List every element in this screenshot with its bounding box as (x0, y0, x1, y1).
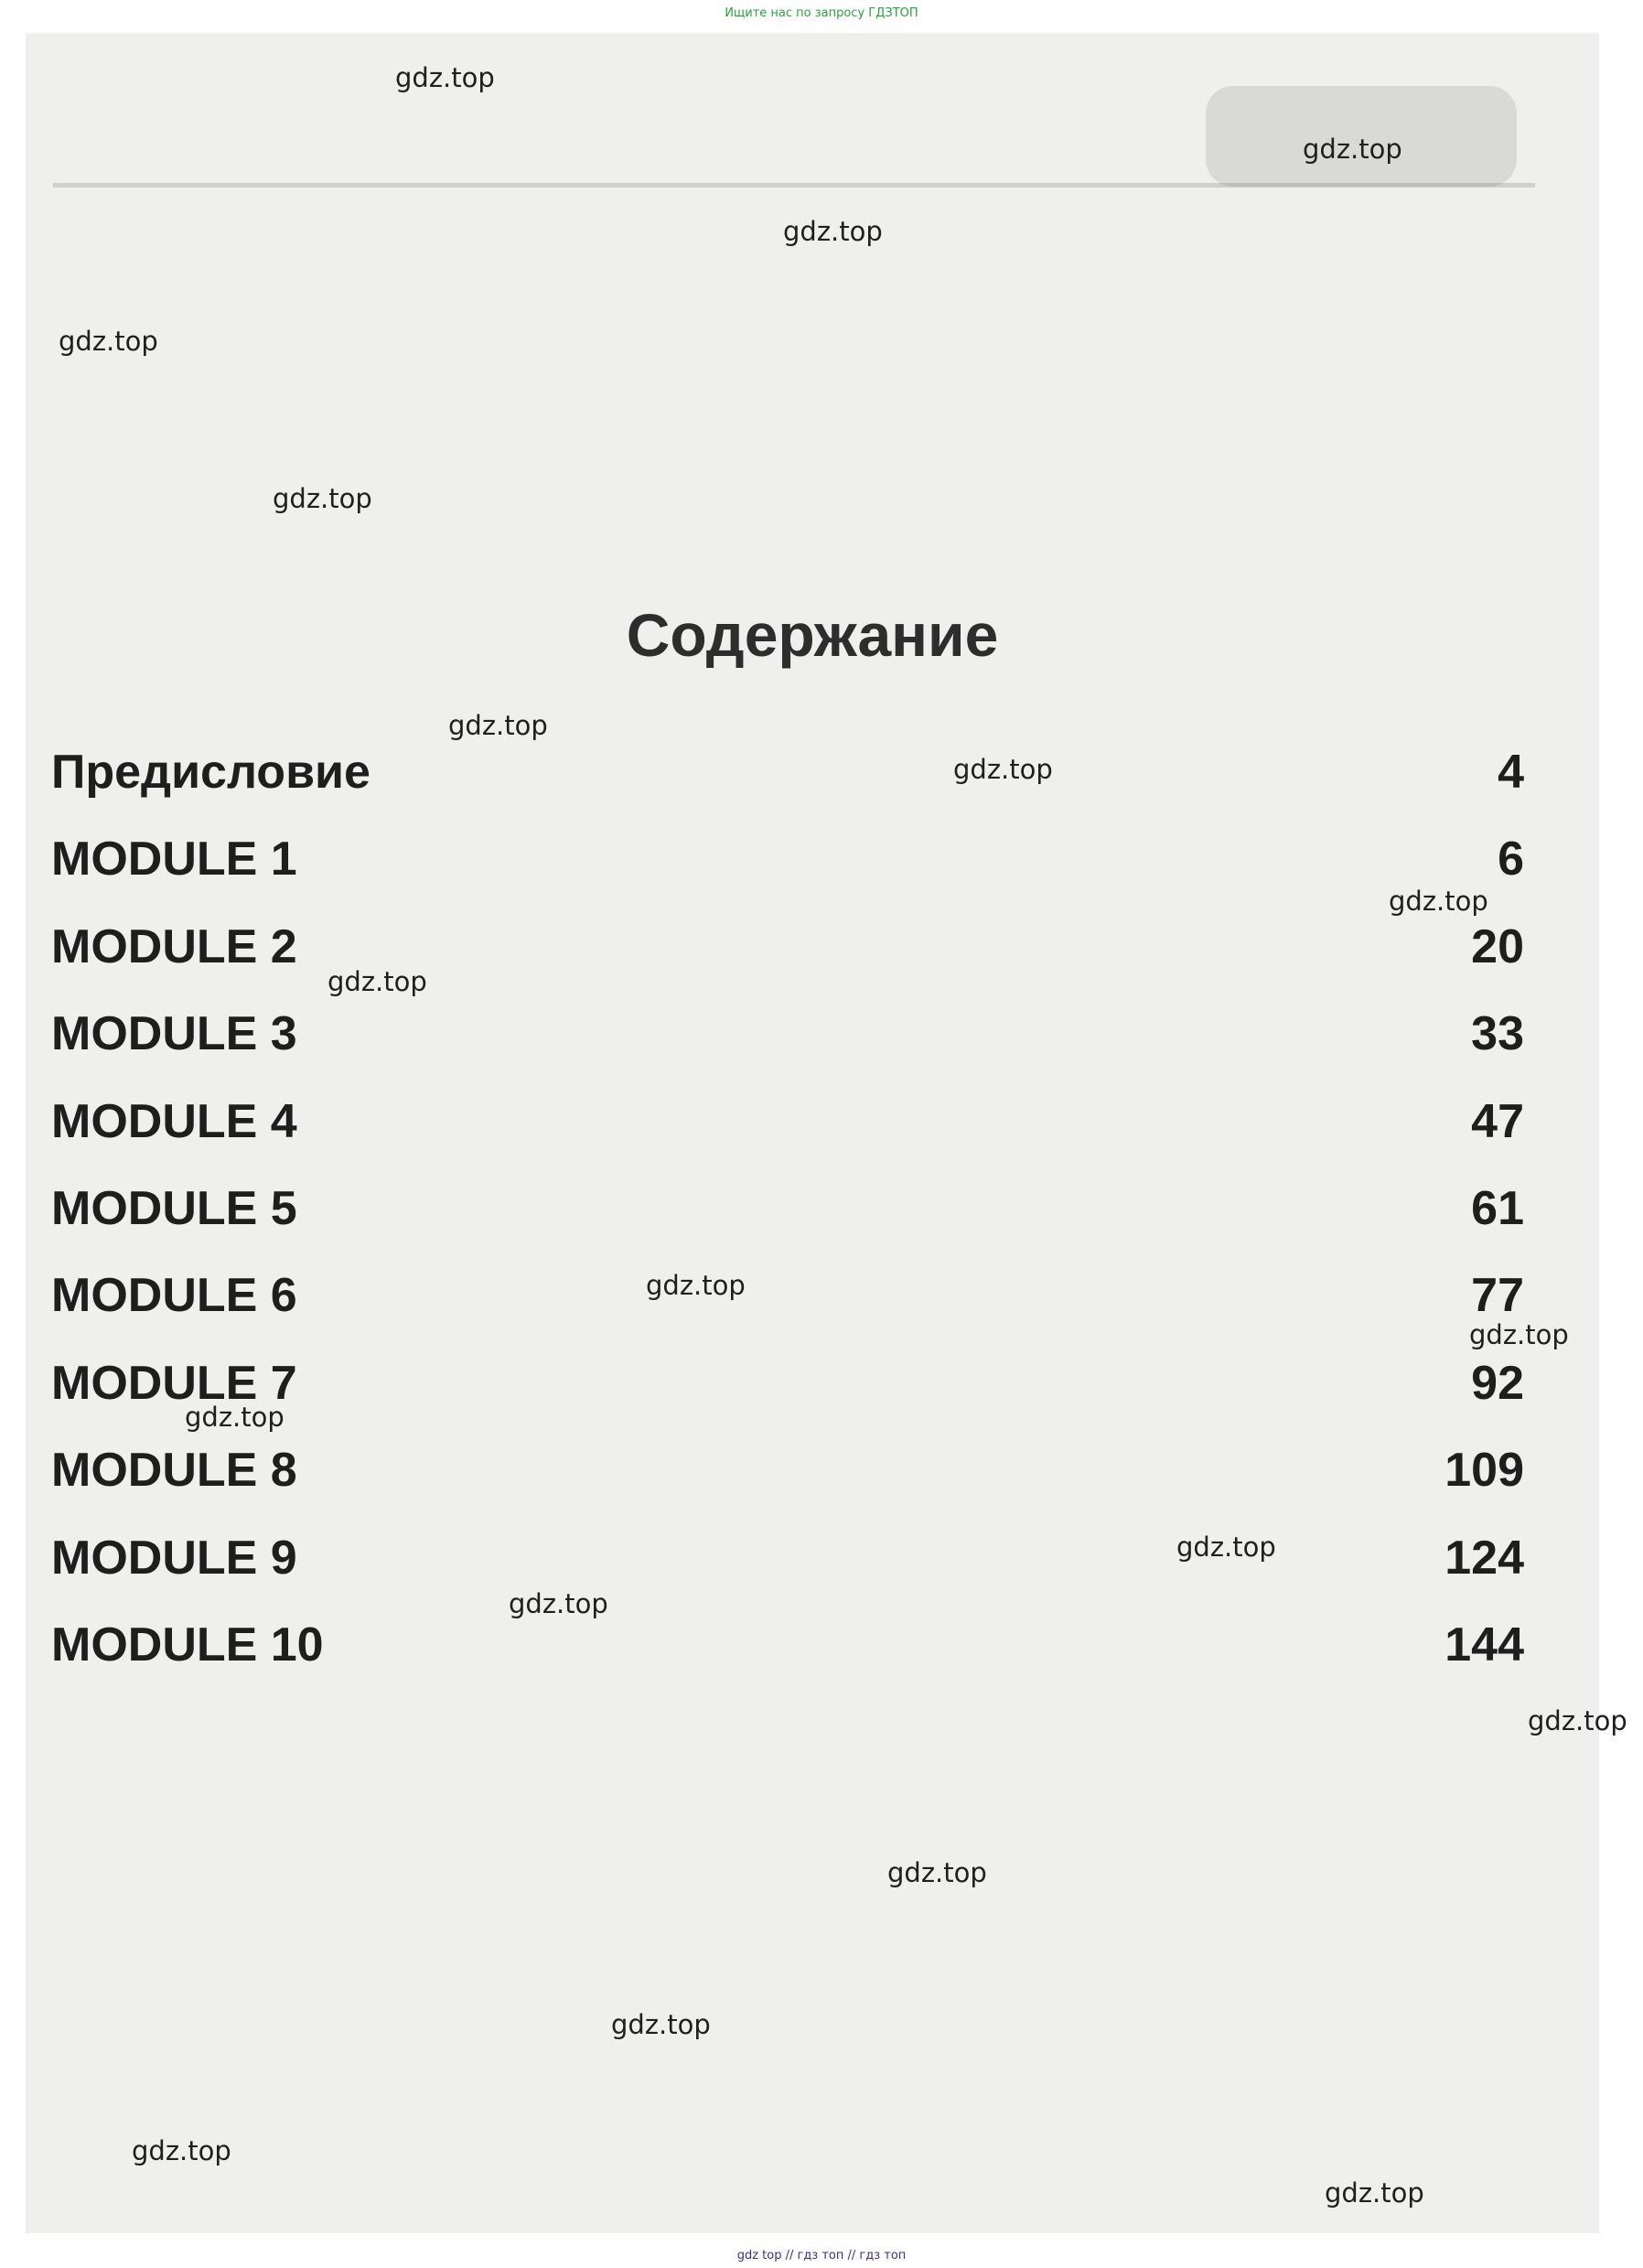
watermark: gdz.top (646, 1270, 746, 1301)
watermark: gdz.top (1469, 1319, 1569, 1350)
toc-label: MODULE 7 (51, 1357, 297, 1410)
footer-links[interactable]: gdz top // гдз топ // гдз топ (736, 2249, 907, 2263)
toc-row-preface[interactable] (51, 745, 1524, 818)
toc-label: MODULE 2 (51, 920, 297, 973)
toc-row-module-6[interactable] (51, 1268, 1524, 1341)
watermark: gdz.top (395, 62, 495, 93)
toc-page-number: 33 (1471, 1007, 1524, 1060)
toc-row-module-3[interactable] (51, 1006, 1524, 1080)
toc-page-number: 47 (1471, 1095, 1524, 1148)
toc-label: MODULE 1 (51, 833, 297, 886)
watermark: gdz.top (59, 326, 158, 357)
toc-row-module-1[interactable] (51, 832, 1524, 905)
watermark: gdz.top (1303, 134, 1402, 165)
watermark: gdz.top (783, 216, 883, 247)
watermark: gdz.top (448, 710, 548, 741)
watermark: gdz.top (1176, 1532, 1276, 1563)
toc-page-number: 4 (1498, 746, 1524, 799)
book-page (26, 33, 1599, 2233)
toc-row-module-9[interactable] (51, 1531, 1524, 1604)
toc-title: Содержание (626, 601, 999, 669)
watermark: gdz.top (887, 1857, 987, 1888)
toc-page-number: 92 (1471, 1357, 1524, 1410)
toc-page-number: 6 (1498, 833, 1524, 886)
watermark: gdz.top (1389, 886, 1488, 917)
toc-label: MODULE 4 (51, 1095, 297, 1148)
toc-row-module-10[interactable] (51, 1618, 1524, 1691)
watermark: gdz.top (953, 754, 1053, 785)
search-hint-link[interactable]: Ищите нас по запросу ГДЗТОП (725, 6, 918, 20)
watermark: gdz.top (185, 1402, 285, 1433)
toc-row-module-8[interactable] (51, 1443, 1524, 1516)
show-through-rule (53, 183, 1535, 188)
watermark: gdz.top (132, 2135, 231, 2166)
watermark: gdz.top (611, 2009, 711, 2040)
toc-label: MODULE 8 (51, 1444, 297, 1497)
toc-row-module-2[interactable] (51, 919, 1524, 993)
toc-label: MODULE 6 (51, 1269, 297, 1322)
toc-page-number: 124 (1444, 1532, 1524, 1585)
toc-page-number: 109 (1444, 1444, 1524, 1497)
toc-label: MODULE 3 (51, 1007, 297, 1060)
toc-row-module-5[interactable] (51, 1181, 1524, 1254)
toc-page-number: 144 (1444, 1618, 1524, 1671)
watermark: gdz.top (1325, 2177, 1424, 2209)
toc-page-number: 61 (1471, 1182, 1524, 1235)
watermark: gdz.top (509, 1588, 608, 1619)
toc-label: MODULE 9 (51, 1532, 297, 1585)
watermark: gdz.top (328, 966, 427, 997)
toc-page-number: 77 (1471, 1269, 1524, 1322)
watermark: gdz.top (1528, 1705, 1627, 1736)
watermark: gdz.top (273, 483, 372, 514)
toc-row-module-4[interactable] (51, 1094, 1524, 1167)
toc-label: MODULE 5 (51, 1182, 297, 1235)
toc-label: Предисловие (51, 746, 370, 799)
toc-page-number: 20 (1471, 920, 1524, 973)
toc-label: MODULE 10 (51, 1618, 324, 1671)
